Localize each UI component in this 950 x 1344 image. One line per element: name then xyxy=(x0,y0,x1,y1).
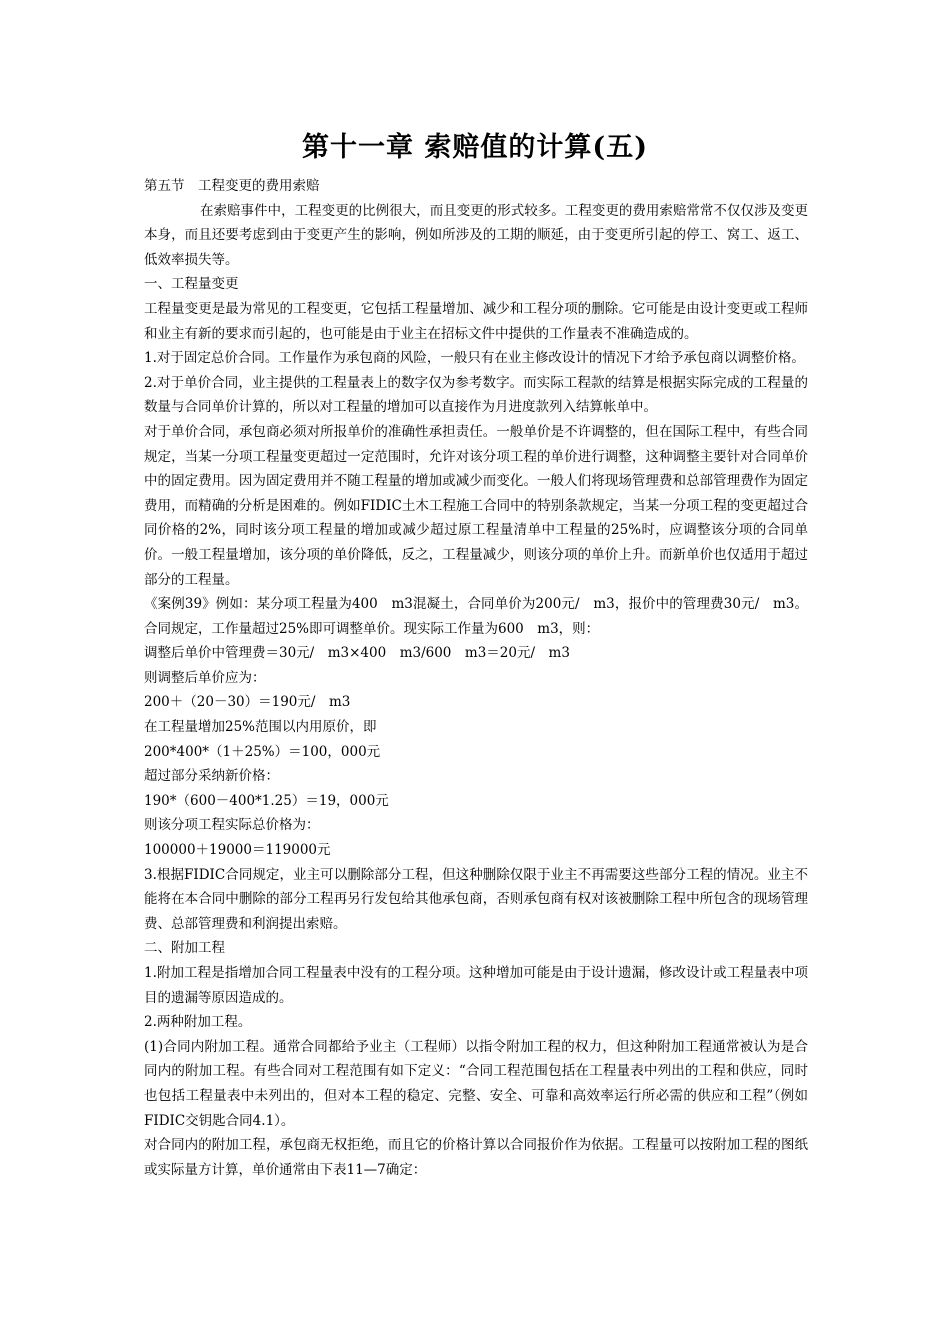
case-paragraph: 《案例39》例如：某分项工程量为400 m3混凝土，合同单价为200元/ m3，报价中的管理费30元/ m3。合同规定，工作量超过25%即可调整单价。现实际工作量为600 m3，则： xyxy=(144,596,808,637)
paragraph: 2.两种附加工程。 xyxy=(144,1014,252,1031)
section-heading: 第五节 工程变更的费用索赔 xyxy=(144,178,320,194)
paragraph: 1.对于固定总价合同。工作量作为承包商的风险，一般只有在业主修改设计的情况下才给予承包商以调整价格。 xyxy=(144,350,805,367)
paragraph: 2.对于单价合同，业主提供的工程量表上的数字仅为参考数字。而实际工程款的结算是根据实际完成的工程量的数量与合同单价计算的，所以对工程量的增加可以直接作为月进度款列入结算帐单中。 xyxy=(144,374,808,416)
calculation-line: 则调整后单价应为： xyxy=(144,669,266,686)
calculation-line: 100000＋19000＝119000元 xyxy=(144,842,331,859)
calculation-line: 则该分项工程实际总价格为： xyxy=(144,817,320,834)
paragraph: 对合同内的附加工程，承包商无权拒绝，而且它的价格计算以合同报价作为依据。工程量可以按附加工程的图纸或实际量方计算，单价通常由下表11—7确定： xyxy=(144,1137,808,1178)
document-body xyxy=(144,174,808,1182)
calculation-line: 超过部分采纳新价格： xyxy=(144,768,279,785)
calculation-line: 调整后单价中管理费＝30元/ m3×400 m3/600 m3＝20元/ m3 xyxy=(144,645,570,662)
intro-paragraph: 在索赔事件中，工程变更的比例很大，而且变更的形式较多。工程变更的费用索赔常常不仅仅涉及变更本身，而且还要考虑到由于变更产生的影响，例如所涉及的工期的顺延，由于变更所引起的停工、窝工、返工、低效率损失等。 xyxy=(144,202,808,268)
paragraph: 对于单价合同，承包商必须对所报单价的准确性承担责任。一般单价是不许调整的，但在国际工程中，有些合同规定，当某一分项工程量变更超过一定范围时，允许对该分项工程的单价进行调整，这种调整主要针对合同单价中的固定费用。因为固定费用并不随工程量的增加或减少而变化。一般人们将现场管理费和总部管理费作为固定费用，而精确的分析是困难的。例如FIDIC土木工程施工合同中的特别条款规定，当某一分项工程的变更超过合同价格的2%，同时该分项工程量的增加或减少超过原工程量清单中工程量的25%时，应调整该分项的合同单价。一般工程量增加，该分项的单价降低，反之，工程量减少，则该分项的单价上升。而新单价也仅适用于超过部分的工程量。 xyxy=(144,423,808,588)
page-title: 第十一章 索赔值的计算(五) xyxy=(302,132,648,163)
calculation-line: 200*400*（1＋25%）＝100，000元 xyxy=(144,743,381,760)
calculation-line: 190*（600－400*1.25）＝19，000元 xyxy=(144,792,389,809)
subsection-heading: 二、附加工程 xyxy=(144,940,225,957)
calculation-line: 200＋（20－30）＝190元/ m3 xyxy=(144,694,351,711)
paragraph: 1.附加工程是指增加合同工程量表中没有的工程分项。这种增加可能是由于设计遗漏，修改设计或工程量表中项目的遗漏等原因造成的。 xyxy=(144,965,808,1006)
paragraph: (1)合同内附加工程。通常合同都给予业主（工程师）以指令附加工程的权力，但这种附加工程通常被认为是合同内的附加工程。有些合同对工程范围有如下定义：“合同工程范围包括在工程量表中列出的工程和供应，同时也包括工程量表中未列出的，但对本工程的稳定、完整、安全、可靠和高效率运行所必需的供应和工程”（例如FIDIC交钥匙合同4.1）。 xyxy=(144,1038,808,1129)
paragraph: 工程量变更是最为常见的工程变更，它包括工程量增加、减少和工程分项的删除。它可能是由设计变更或工程师和业主有新的要求而引起的，也可能是由于业主在招标文件中提供的工作量表不准确造成的。 xyxy=(144,300,808,342)
paragraph: 3.根据FIDIC合同规定，业主可以删除部分工程，但这种删除仅限于业主不再需要这些部分工程的情况。业主不能将在本合同中删除的部分工程再另行发包给其他承包商，否则承包商有权对该被删除工程中所包含的现场管理费、总部管理费和利润提出索赔。 xyxy=(144,866,808,932)
calculation-line: 在工程量增加25%范围以内用原价，即 xyxy=(144,719,377,736)
subsection-heading: 一、工程量变更 xyxy=(144,276,239,293)
